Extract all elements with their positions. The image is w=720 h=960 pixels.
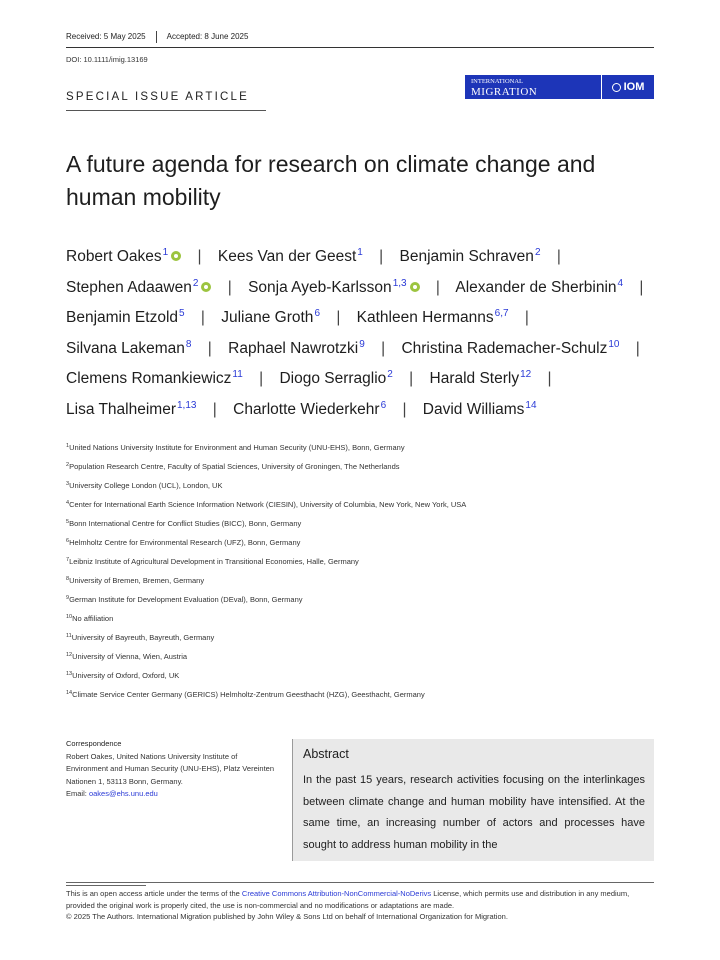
affiliation-item [66, 612, 666, 631]
affiliation-ref[interactable]: 1,3 [392, 277, 407, 289]
logo-line1: INTERNATIONAL [471, 78, 523, 85]
correspondence [66, 738, 276, 801]
author-separator: | [402, 400, 407, 418]
author-separator: | [381, 339, 386, 357]
header-rule [66, 47, 654, 48]
author-text: Benjamin Etzold [66, 309, 179, 326]
author-text: Alexander de Sherbinin [455, 278, 617, 296]
affiliation-item [66, 574, 666, 593]
affiliation-item [66, 555, 666, 574]
copyright: © 2025 The Authors. International Migration published by John Wiley & Sons Ltd on behalf of International Organization for Migration. [66, 912, 508, 921]
affiliation-ref[interactable]: 5 [179, 308, 185, 319]
license-footer [66, 888, 656, 923]
date-divider [156, 31, 157, 43]
author-name[interactable] [66, 279, 211, 296]
affiliation-item [66, 441, 666, 460]
author-name[interactable] [455, 279, 623, 296]
globe-icon [612, 83, 621, 92]
author-text: Juliane Groth [221, 309, 314, 326]
affiliation-text: No affiliation [72, 614, 114, 623]
author-name[interactable] [400, 248, 541, 265]
author-separator: | [547, 370, 552, 387]
author-name[interactable] [66, 340, 191, 357]
affiliation-item [66, 498, 666, 517]
correspondence-heading: Correspondence [66, 739, 122, 748]
author-text: Lisa Thalheimer [66, 400, 176, 418]
author-name[interactable] [279, 370, 392, 387]
affiliation-item [66, 650, 666, 669]
abstract-heading: Abstract [303, 747, 349, 761]
correspondence-body: Robert Oakes, United Nations University Institute of Environment and Human Security (UNU-EHS), Platz Vereinten Nationen 1, 53113 Bonn, Germany. [66, 751, 275, 786]
author-name[interactable] [423, 401, 537, 418]
author-separator: | [212, 400, 217, 418]
author-separator: | [556, 248, 561, 265]
affiliation-ref[interactable]: 6 [314, 308, 320, 319]
abstract-rule [292, 739, 293, 861]
author-text: Kees Van der Geest [217, 248, 357, 265]
author-separator: | [259, 370, 264, 387]
affiliation-number: 9 [66, 595, 70, 601]
affiliation-ref[interactable]: 1 [357, 247, 363, 258]
author-name[interactable] [66, 401, 196, 418]
footer-rule [66, 882, 654, 883]
license-text [66, 888, 656, 911]
author-name[interactable] [66, 309, 185, 326]
affiliation-item [66, 479, 666, 498]
affiliation-number: 8 [66, 576, 70, 582]
author-name[interactable] [228, 340, 365, 357]
affiliation-text: United Nations University Institute for Environment and Human Security (UNU-EHS), Bonn, Germany [69, 443, 405, 452]
author-text: Diogo Serraglio [279, 370, 387, 387]
author-separator: | [207, 339, 212, 357]
author-list [66, 240, 656, 423]
author-separator: | [379, 248, 384, 265]
license-link[interactable]: Creative Commons Attribution-NonCommercial-NoDerivs [241, 889, 432, 898]
author-text: Charlotte Wiederkehr [233, 400, 380, 418]
affiliation-number: 11 [66, 633, 72, 639]
affiliation-ref[interactable]: 14 [525, 399, 537, 411]
affiliation-number: 2 [66, 462, 70, 468]
email-label: Email: [66, 789, 87, 798]
author-text: Stephen Adaawen [66, 278, 192, 296]
affiliation-ref[interactable]: 8 [185, 338, 192, 350]
affiliation-ref[interactable]: 6 [380, 399, 387, 411]
affiliation-text: University of Vienna, Wien, Austria [72, 652, 188, 661]
license-post: License, which permits use and distribution in any medium, provided the original work is properly cited, the use is non-commercial and no modifications or adaptations are made. [66, 889, 630, 910]
affiliation-item [66, 517, 666, 536]
author-name[interactable] [218, 248, 363, 265]
author-separator: | [635, 339, 640, 357]
author-text: Clemens Romankiewicz [66, 370, 232, 387]
author-separator: | [524, 309, 529, 326]
author-separator: | [336, 309, 341, 326]
author-text: Raphael Nawrotzki [228, 339, 359, 357]
email-link[interactable]: oakes@ehs.unu.edu [88, 789, 158, 798]
affiliation-number: 12 [66, 652, 73, 658]
iom-logo [601, 75, 654, 99]
orcid-icon[interactable] [201, 282, 211, 292]
affiliation-text: Population Research Centre, Faculty of Spatial Sciences, University of Groningen, The Netherlands [69, 462, 400, 471]
correspondence-email-line [66, 788, 276, 801]
author-text: Harald Sterly [429, 370, 520, 387]
affiliation-ref[interactable]: 2 [192, 277, 199, 289]
affiliation-number: 14 [66, 690, 73, 696]
journal-logo [465, 75, 654, 99]
affiliation-number: 1 [66, 443, 70, 449]
affiliation-number: 5 [66, 519, 70, 525]
section-label: SPECIAL ISSUE ARTICLE [66, 91, 249, 103]
affiliation-number: 3 [66, 481, 70, 487]
author-text: David Williams [422, 400, 525, 418]
affiliation-ref[interactable]: 4 [617, 277, 624, 289]
author-separator: | [227, 278, 232, 296]
iom-label: IOM [623, 81, 645, 93]
affiliation-text: Climate Service Center Germany (GERICS) Helmholtz-Zentrum Geesthacht (HZG), Geesthacht, Germany [72, 690, 425, 699]
article-title: A future agenda for research on climate change and human mobility [66, 151, 596, 210]
affiliation-ref[interactable]: 1,13 [177, 399, 197, 411]
affiliation-item [66, 631, 666, 650]
affiliation-text: University of Bremen, Bremen, Germany [69, 576, 205, 585]
author-name[interactable] [233, 401, 386, 418]
received-date: Received: 5 May 2025 [66, 32, 146, 41]
affiliation-text: University of Bayreuth, Bayreuth, Germany [71, 633, 215, 642]
doi[interactable]: DOI: 10.1111/imig.13169 [66, 55, 148, 64]
author-name[interactable] [248, 279, 420, 296]
affiliation-item [66, 593, 666, 612]
author-text: Christina Rademacher-Schulz [401, 339, 608, 357]
author-separator: | [200, 309, 205, 326]
author-name[interactable] [430, 370, 532, 387]
affiliation-text: Leibniz Institute of Agricultural Development in Transitional Economies, Halle, Germany [69, 557, 359, 566]
affiliation-number: 10 [66, 614, 73, 620]
orcid-icon[interactable] [410, 282, 420, 292]
affiliation-item [66, 669, 666, 688]
author-name[interactable] [66, 370, 243, 387]
author-text: Silvana Lakeman [66, 339, 185, 357]
abstract-box [292, 739, 654, 861]
affiliation-number: 4 [66, 500, 70, 506]
affiliation-ref[interactable]: 2 [387, 369, 393, 380]
affiliation-item [66, 460, 666, 479]
license-pre: This is an open access article under the terms of the [66, 889, 242, 898]
affiliation-ref[interactable]: 1 [162, 247, 169, 258]
author-name[interactable] [221, 309, 320, 326]
affiliation-text: University of Oxford, Oxford, UK [72, 671, 180, 680]
international-migration-logo [465, 75, 601, 99]
author-name[interactable] [401, 340, 619, 357]
affiliation-item [66, 536, 666, 555]
affiliation-ref[interactable]: 10 [608, 338, 620, 350]
abstract-text: In the past 15 years, research activities focusing on the interlinkages between climate change and human mobility have intensified. At the same time, an increasing number of actors and processes have sought to address human mobility in the [303, 774, 645, 851]
affiliation-text: Helmholtz Centre for Environmental Research (UFZ), Bonn, Germany [69, 538, 301, 547]
logo-line2: MIGRATION [471, 86, 538, 98]
affiliation-item [66, 688, 666, 707]
author-name[interactable] [66, 248, 181, 265]
affiliation-list [66, 441, 666, 707]
affiliation-text: University College London (UCL), London, UK [69, 481, 223, 490]
affiliation-ref[interactable]: 11 [232, 369, 243, 380]
affiliation-ref[interactable]: 2 [534, 247, 541, 258]
author-separator: | [435, 278, 440, 296]
affiliation-ref[interactable]: 9 [359, 338, 365, 350]
affiliation-text: German Institute for Development Evaluation (DEval), Bonn, Germany [69, 595, 303, 604]
affiliation-text: Bonn International Centre for Conflict Studies (BICC), Bonn, Germany [69, 519, 302, 528]
section-rule [66, 110, 266, 111]
author-separator: | [639, 278, 644, 296]
orcid-icon[interactable] [171, 251, 181, 261]
affiliation-number: 7 [66, 557, 70, 563]
author-text: Robert Oakes [66, 248, 162, 265]
author-text: Sonja Ayeb-Karlsson [248, 278, 392, 296]
author-name[interactable] [357, 309, 509, 326]
author-separator: | [409, 370, 414, 387]
affiliation-number: 13 [66, 671, 73, 677]
author-separator: | [197, 248, 202, 265]
affiliation-ref[interactable]: 6,7 [494, 308, 509, 319]
affiliation-text: Center for International Earth Science Information Network (CIESIN), University of Columbia, New York, New York, USA [69, 500, 467, 509]
affiliation-ref[interactable]: 12 [520, 369, 532, 380]
author-text: Benjamin Schraven [399, 248, 534, 265]
footer-rule-short [66, 885, 146, 886]
author-text: Kathleen Hermanns [356, 309, 494, 326]
affiliation-number: 6 [66, 538, 70, 544]
accepted-date: Accepted: 8 June 2025 [166, 32, 249, 41]
article-dates [66, 32, 248, 44]
